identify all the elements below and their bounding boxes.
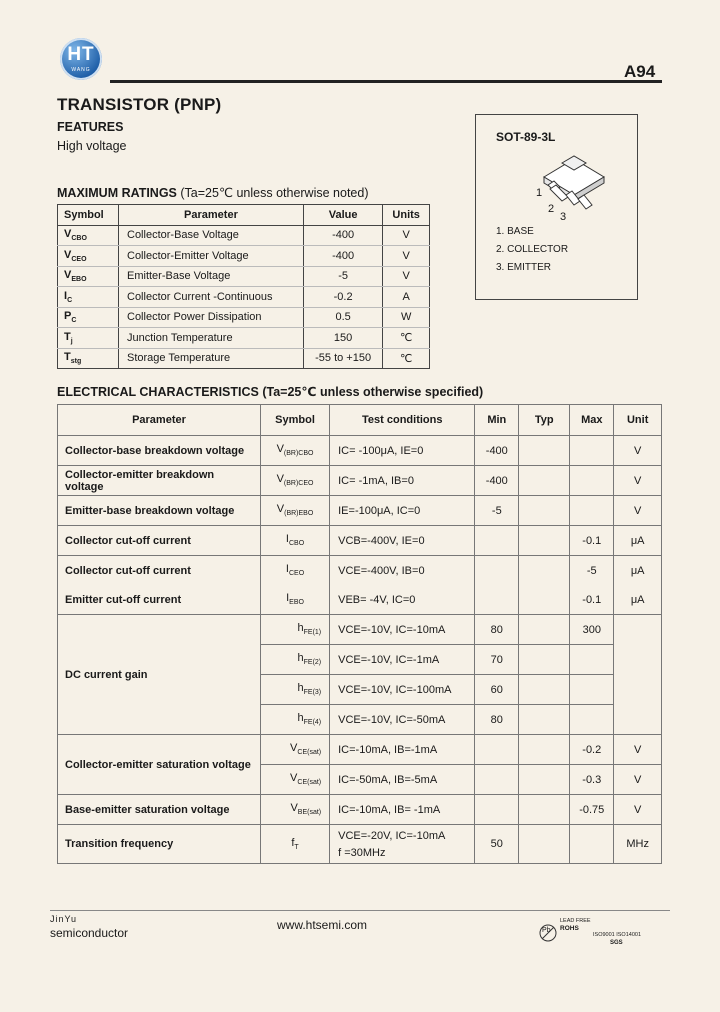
- symbol-subscript: FE(3): [303, 689, 322, 697]
- symbol-cell: [260, 825, 329, 864]
- table-row: [58, 466, 662, 496]
- min-cell: [475, 735, 519, 765]
- symbol-cell: [260, 705, 329, 735]
- part-number: A94: [624, 62, 656, 81]
- max-ratings-title-bold: MAXIMUM RATINGS: [57, 186, 177, 200]
- table-row: [58, 585, 662, 615]
- symbol-base: h: [297, 652, 304, 665]
- parameter-cell: Emitter-Base Voltage: [119, 266, 304, 287]
- parameter-cell: Collector cut-off current: [58, 526, 261, 556]
- table-row: [58, 615, 662, 645]
- symbol-base: T: [64, 330, 71, 343]
- typ-cell: [519, 795, 570, 825]
- symbol-subscript: CE(sat): [297, 749, 322, 757]
- symbol-base: V: [290, 802, 298, 815]
- unit-cell: ℃: [383, 328, 430, 349]
- symbol-subscript: CEO: [71, 255, 87, 263]
- min-cell: 70: [475, 645, 519, 675]
- symbol-cell: [58, 348, 119, 369]
- symbol-cell: [58, 225, 119, 246]
- parameter-cell: Collector-emitter breakdown voltage: [58, 466, 261, 496]
- max-ratings-table: [57, 204, 430, 369]
- parameter-cell: Base-emitter saturation voltage: [58, 795, 261, 825]
- symbol-subscript: EBO: [71, 276, 87, 284]
- footer-rule: [50, 910, 670, 911]
- typ-cell: [519, 645, 570, 675]
- symbol-subscript: FE(4): [303, 719, 322, 727]
- unit-cell: V: [614, 795, 662, 825]
- min-cell: [475, 526, 519, 556]
- lead-free-label: LEAD FREE: [560, 918, 591, 924]
- symbol-cell: [260, 645, 329, 675]
- symbol-cell: [260, 615, 329, 645]
- parameter-cell: Emitter-base breakdown voltage: [58, 496, 261, 526]
- company-logo: [60, 38, 102, 80]
- value-cell: 150: [303, 328, 382, 349]
- parameter-cell: Junction Temperature: [119, 328, 304, 349]
- symbol-cell: [58, 307, 119, 328]
- unit-cell: V: [614, 496, 662, 526]
- max-cell: -0.1: [570, 585, 614, 615]
- min-cell: 60: [475, 675, 519, 705]
- col-units: Units: [383, 205, 430, 226]
- value-cell: 0.5: [303, 307, 382, 328]
- typ-cell: [519, 496, 570, 526]
- col-max: Max: [570, 405, 614, 436]
- max-cell: [570, 496, 614, 526]
- max-ratings-row: [58, 328, 430, 349]
- max-ratings-row: [58, 348, 430, 369]
- pb-label: Pb: [542, 927, 551, 934]
- features-text: High voltage: [57, 139, 127, 153]
- symbol-subscript: EBO: [289, 599, 304, 607]
- parameter-cell: Emitter cut-off current: [58, 585, 261, 615]
- max-cell: -0.1: [570, 526, 614, 556]
- col-value: Value: [303, 205, 382, 226]
- symbol-base: P: [64, 310, 72, 323]
- symbol-subscript: C: [71, 317, 77, 325]
- unit-cell: V: [383, 266, 430, 287]
- symbol-subscript: CE(sat): [297, 779, 322, 787]
- max-ratings-row: [58, 266, 430, 287]
- sot89-package-drawing: [476, 115, 639, 301]
- max-cell: -5: [570, 556, 614, 586]
- col-unit: Unit: [614, 405, 662, 436]
- footer-brand-semiconductor: semiconductor: [50, 926, 129, 940]
- unit-cell: ℃: [383, 348, 430, 369]
- value-cell: -0.2: [303, 287, 382, 308]
- max-ratings-title: [57, 185, 368, 200]
- unit-cell: V: [614, 436, 662, 466]
- table-row: [58, 825, 662, 864]
- typ-cell: [519, 466, 570, 496]
- symbol-subscript: (BR)CEO: [283, 480, 314, 488]
- table-row: [58, 795, 662, 825]
- symbol-cell: [260, 526, 329, 556]
- symbol-subscript: BE(sat): [297, 809, 322, 817]
- symbol-cell: [260, 765, 329, 795]
- symbol-cell: [58, 287, 119, 308]
- typ-cell: [519, 705, 570, 735]
- electrical-table: [57, 404, 662, 864]
- parameter-cell: Storage Temperature: [119, 348, 304, 369]
- table-row: [58, 735, 662, 765]
- symbol-cell: [260, 436, 329, 466]
- rohs-label: ROHS: [560, 925, 579, 932]
- min-cell: 80: [475, 615, 519, 645]
- max-ratings-row: [58, 246, 430, 267]
- symbol-subscript: (BR)EBO: [284, 510, 314, 518]
- symbol-base: V: [290, 772, 298, 785]
- condition-cell: VCE=-10V, IC=-100mA: [330, 675, 475, 705]
- condition-cell: VCE=-10V, IC=-10mA: [330, 615, 475, 645]
- col-conditions: Test conditions: [330, 405, 475, 436]
- max-cell: [570, 466, 614, 496]
- max-cell: [570, 705, 614, 735]
- symbol-base: V: [64, 269, 72, 282]
- table-row: [58, 436, 662, 466]
- col-symbol: Symbol: [260, 405, 329, 436]
- pin-label-1: 1: [536, 187, 543, 199]
- max-ratings-row: [58, 287, 430, 308]
- condition-cell: IE=-100μA, IC=0: [330, 496, 475, 526]
- unit-cell: V: [383, 225, 430, 246]
- symbol-subscript: stg: [70, 358, 82, 366]
- iso-label: ISO9001 ISO14001: [593, 932, 642, 938]
- symbol-cell: [260, 795, 329, 825]
- electrical-header-row: [58, 405, 662, 436]
- min-cell: -5: [475, 496, 519, 526]
- symbol-cell: [58, 246, 119, 267]
- unit-cell: V: [614, 735, 662, 765]
- symbol-base: V: [276, 443, 284, 456]
- max-cell: [570, 675, 614, 705]
- typ-cell: [519, 615, 570, 645]
- symbol-base: h: [297, 712, 304, 725]
- unit-cell: μA: [614, 585, 662, 615]
- symbol-base: h: [297, 622, 304, 635]
- value-cell: -5: [303, 266, 382, 287]
- col-symbol: Symbol: [58, 205, 119, 226]
- condition-cell: IC=-10mA, IB= -1mA: [330, 795, 475, 825]
- max-cell: [570, 436, 614, 466]
- symbol-base: V: [64, 228, 72, 241]
- symbol-subscript: C: [67, 296, 73, 304]
- symbol-base: V: [276, 473, 284, 486]
- pin-label-3: 3: [560, 211, 567, 223]
- typ-cell: [519, 585, 570, 615]
- condition-cell: VCE=-400V, IB=0: [330, 556, 475, 586]
- logo-subtext: WANG: [71, 67, 91, 73]
- parameter-cell: Transition frequency: [58, 825, 261, 864]
- logo-text: HT: [67, 44, 95, 65]
- symbol-subscript: (BR)CBO: [283, 450, 314, 458]
- sgs-label: SGS: [610, 940, 623, 946]
- min-cell: [475, 556, 519, 586]
- certification-badges: [538, 918, 658, 948]
- unit-cell: W: [383, 307, 430, 328]
- unit-cell: V: [383, 246, 430, 267]
- condition-cell: IC=-50mA, IB=-5mA: [330, 765, 475, 795]
- value-cell: -400: [303, 246, 382, 267]
- max-ratings-row: [58, 225, 430, 246]
- symbol-cell: [58, 328, 119, 349]
- col-typ: Typ: [519, 405, 570, 436]
- condition-cell: IC= -1mA, IB=0: [330, 466, 475, 496]
- symbol-cell: [260, 735, 329, 765]
- typ-cell: [519, 675, 570, 705]
- table-row: [58, 556, 662, 586]
- package-name: SOT-89-3L: [496, 130, 556, 144]
- symbol-cell: [260, 675, 329, 705]
- col-min: Min: [475, 405, 519, 436]
- symbol-base: I: [285, 533, 289, 546]
- value-cell: -400: [303, 225, 382, 246]
- parameter-cell: Collector-base breakdown voltage: [58, 436, 261, 466]
- min-cell: -400: [475, 436, 519, 466]
- min-cell: 50: [475, 825, 519, 864]
- min-cell: [475, 765, 519, 795]
- condition-cell: VCB=-400V, IE=0: [330, 526, 475, 556]
- electrical-title: ELECTRICAL CHARACTERISTICS (Ta=25℃ unless otherwise specified): [57, 385, 484, 399]
- symbol-cell: [58, 266, 119, 287]
- unit-cell: μA: [614, 526, 662, 556]
- max-cell: [570, 645, 614, 675]
- condition-cell: IC=-10mA, IB=-1mA: [330, 735, 475, 765]
- max-cell: -0.75: [570, 795, 614, 825]
- symbol-base: I: [285, 563, 289, 576]
- symbol-cell: [260, 466, 329, 496]
- parameter-cell: Collector Current -Continuous: [119, 287, 304, 308]
- value-cell: -55 to +150: [303, 348, 382, 369]
- min-cell: [475, 795, 519, 825]
- symbol-base: I: [64, 289, 68, 302]
- symbol-subscript: FE(2): [303, 659, 322, 667]
- symbol-base: V: [64, 248, 72, 261]
- symbol-cell: [260, 585, 329, 615]
- pin-label-2: 2: [548, 203, 555, 215]
- unit-cell: MHz: [614, 825, 662, 864]
- symbol-cell: [260, 496, 329, 526]
- unit-cell: V: [614, 466, 662, 496]
- unit-cell: V: [614, 765, 662, 795]
- condition-cell: VCE=-10V, IC=-1mA: [330, 645, 475, 675]
- header-rule: [110, 80, 662, 83]
- page-title: TRANSISTOR (PNP): [57, 95, 222, 114]
- table-row: [58, 526, 662, 556]
- symbol-base: h: [297, 682, 304, 695]
- max-cell: 300: [570, 615, 614, 645]
- min-cell: 80: [475, 705, 519, 735]
- symbol-subscript: j: [70, 337, 73, 345]
- features-heading: FEATURES: [57, 120, 124, 134]
- typ-cell: [519, 526, 570, 556]
- symbol-subscript: CBO: [71, 235, 87, 243]
- parameter-cell: Collector-Base Voltage: [119, 225, 304, 246]
- max-ratings-header-row: [58, 205, 430, 226]
- condition-line-1: VCE=-20V, IC=-10mA: [338, 829, 446, 842]
- parameter-cell: Collector-Emitter Voltage: [119, 246, 304, 267]
- symbol-subscript: FE(1): [303, 629, 322, 637]
- parameter-cell: Collector cut-off current: [58, 556, 261, 586]
- symbol-base: V: [290, 742, 298, 755]
- unit-cell: A: [383, 287, 430, 308]
- pin-legend-base: 1. BASE: [496, 226, 534, 237]
- symbol-base: I: [286, 592, 290, 605]
- condition-cell: VCE=-10V, IC=-50mA: [330, 705, 475, 735]
- typ-cell: [519, 436, 570, 466]
- condition-cell: VEB= -4V, IC=0: [330, 585, 475, 615]
- typ-cell: [519, 556, 570, 586]
- max-ratings-title-note: (Ta=25℃ unless otherwise noted): [176, 186, 369, 200]
- symbol-subscript: CEO: [288, 570, 305, 578]
- table-row: [58, 496, 662, 526]
- col-parameter: Parameter: [119, 205, 304, 226]
- symbol-base: T: [64, 351, 71, 364]
- symbol-base: f: [291, 836, 295, 849]
- symbol-subscript: T: [294, 844, 299, 852]
- footer-website[interactable]: www.htsemi.com: [277, 918, 368, 932]
- package-box: [475, 114, 638, 300]
- unit-cell: μA: [614, 556, 662, 586]
- min-cell: -400: [475, 466, 519, 496]
- typ-cell: [519, 765, 570, 795]
- max-cell: -0.3: [570, 765, 614, 795]
- parameter-cell: Collector Power Dissipation: [119, 307, 304, 328]
- typ-cell: [519, 825, 570, 864]
- parameter-cell: DC current gain: [58, 615, 261, 735]
- min-cell: [475, 585, 519, 615]
- parameter-cell: Collector-emitter saturation voltage: [58, 735, 261, 795]
- symbol-subscript: CBO: [288, 540, 305, 548]
- pin-legend-emitter: 3. EMITTER: [496, 262, 552, 273]
- unit-cell: [614, 615, 662, 735]
- col-parameter: Parameter: [58, 405, 261, 436]
- typ-cell: [519, 735, 570, 765]
- max-cell: [570, 825, 614, 864]
- condition-cell: [330, 825, 475, 864]
- max-ratings-row: [58, 307, 430, 328]
- condition-cell: IC= -100μA, IE=0: [330, 436, 475, 466]
- footer-brand-jinyu: JinYu: [50, 914, 78, 924]
- pin-legend-collector: 2. COLLECTOR: [496, 244, 569, 255]
- symbol-cell: [260, 556, 329, 586]
- max-cell: -0.2: [570, 735, 614, 765]
- symbol-base: V: [276, 503, 285, 516]
- condition-line-2: f =30MHz: [338, 846, 386, 859]
